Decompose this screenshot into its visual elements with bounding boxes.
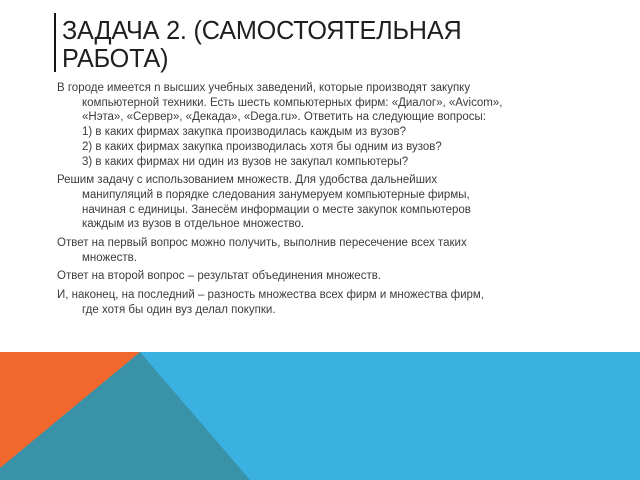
bottom-decoration [0,352,640,480]
paragraph [57,288,602,317]
paragraph [57,236,602,265]
slide-title [62,16,474,72]
slide-title-line-1: ЗАДАЧА 2. (САМОСТОЯТЕЛЬНАЯ [62,15,462,45]
text-line: «Нэта», «Сервер», «Декада», «Dega.ru». Ответить на следующие вопросы: [82,111,486,124]
paragraph [57,173,602,232]
text-line: начиная с единицы. Занесём информации о месте закупок компьютеров [82,203,471,216]
text-line: 2) в каких фирмах закупка производилась хотя бы одним из вузов? [82,140,442,153]
text-line: Ответ на первый вопрос можно получить, выполнив пересечение всех таких [57,237,467,250]
text-line: И, наконец, на последний – разность множества всех фирм и множества фирм, [57,289,485,302]
text-line: 1) в каких фирмах закупка производилась каждым из вузов? [82,126,407,139]
text-line: где хотя бы один вуз делал покупки. [82,303,276,316]
slide-title-line-2: РАБОТА) [62,43,169,73]
text-line: множеств. [82,251,137,264]
text-line: Решим задачу с использованием множеств. Для удобства дальнейших [57,174,438,187]
slide-body [57,81,602,322]
text-line: В городе имеется n высших учебных заведений, которые производят закупку [57,82,471,94]
text-line: Ответ на второй вопрос – результат объединения множеств. [57,270,382,283]
text-line: каждым из вузов в отдельное множество. [82,218,305,231]
paragraph [57,81,602,169]
title-left-rule [54,13,56,72]
paragraph [57,269,602,284]
text-line: 3) в каких фирмах ни один из вузов не закупал компьютеры? [82,155,409,168]
text-line: манипуляций в порядке следования занумеруем компьютерные фирмы, [82,188,470,201]
text-line: компьютерной техники. Есть шесть компьютерных фирм: «Диалог», «Avicom», [82,96,503,109]
